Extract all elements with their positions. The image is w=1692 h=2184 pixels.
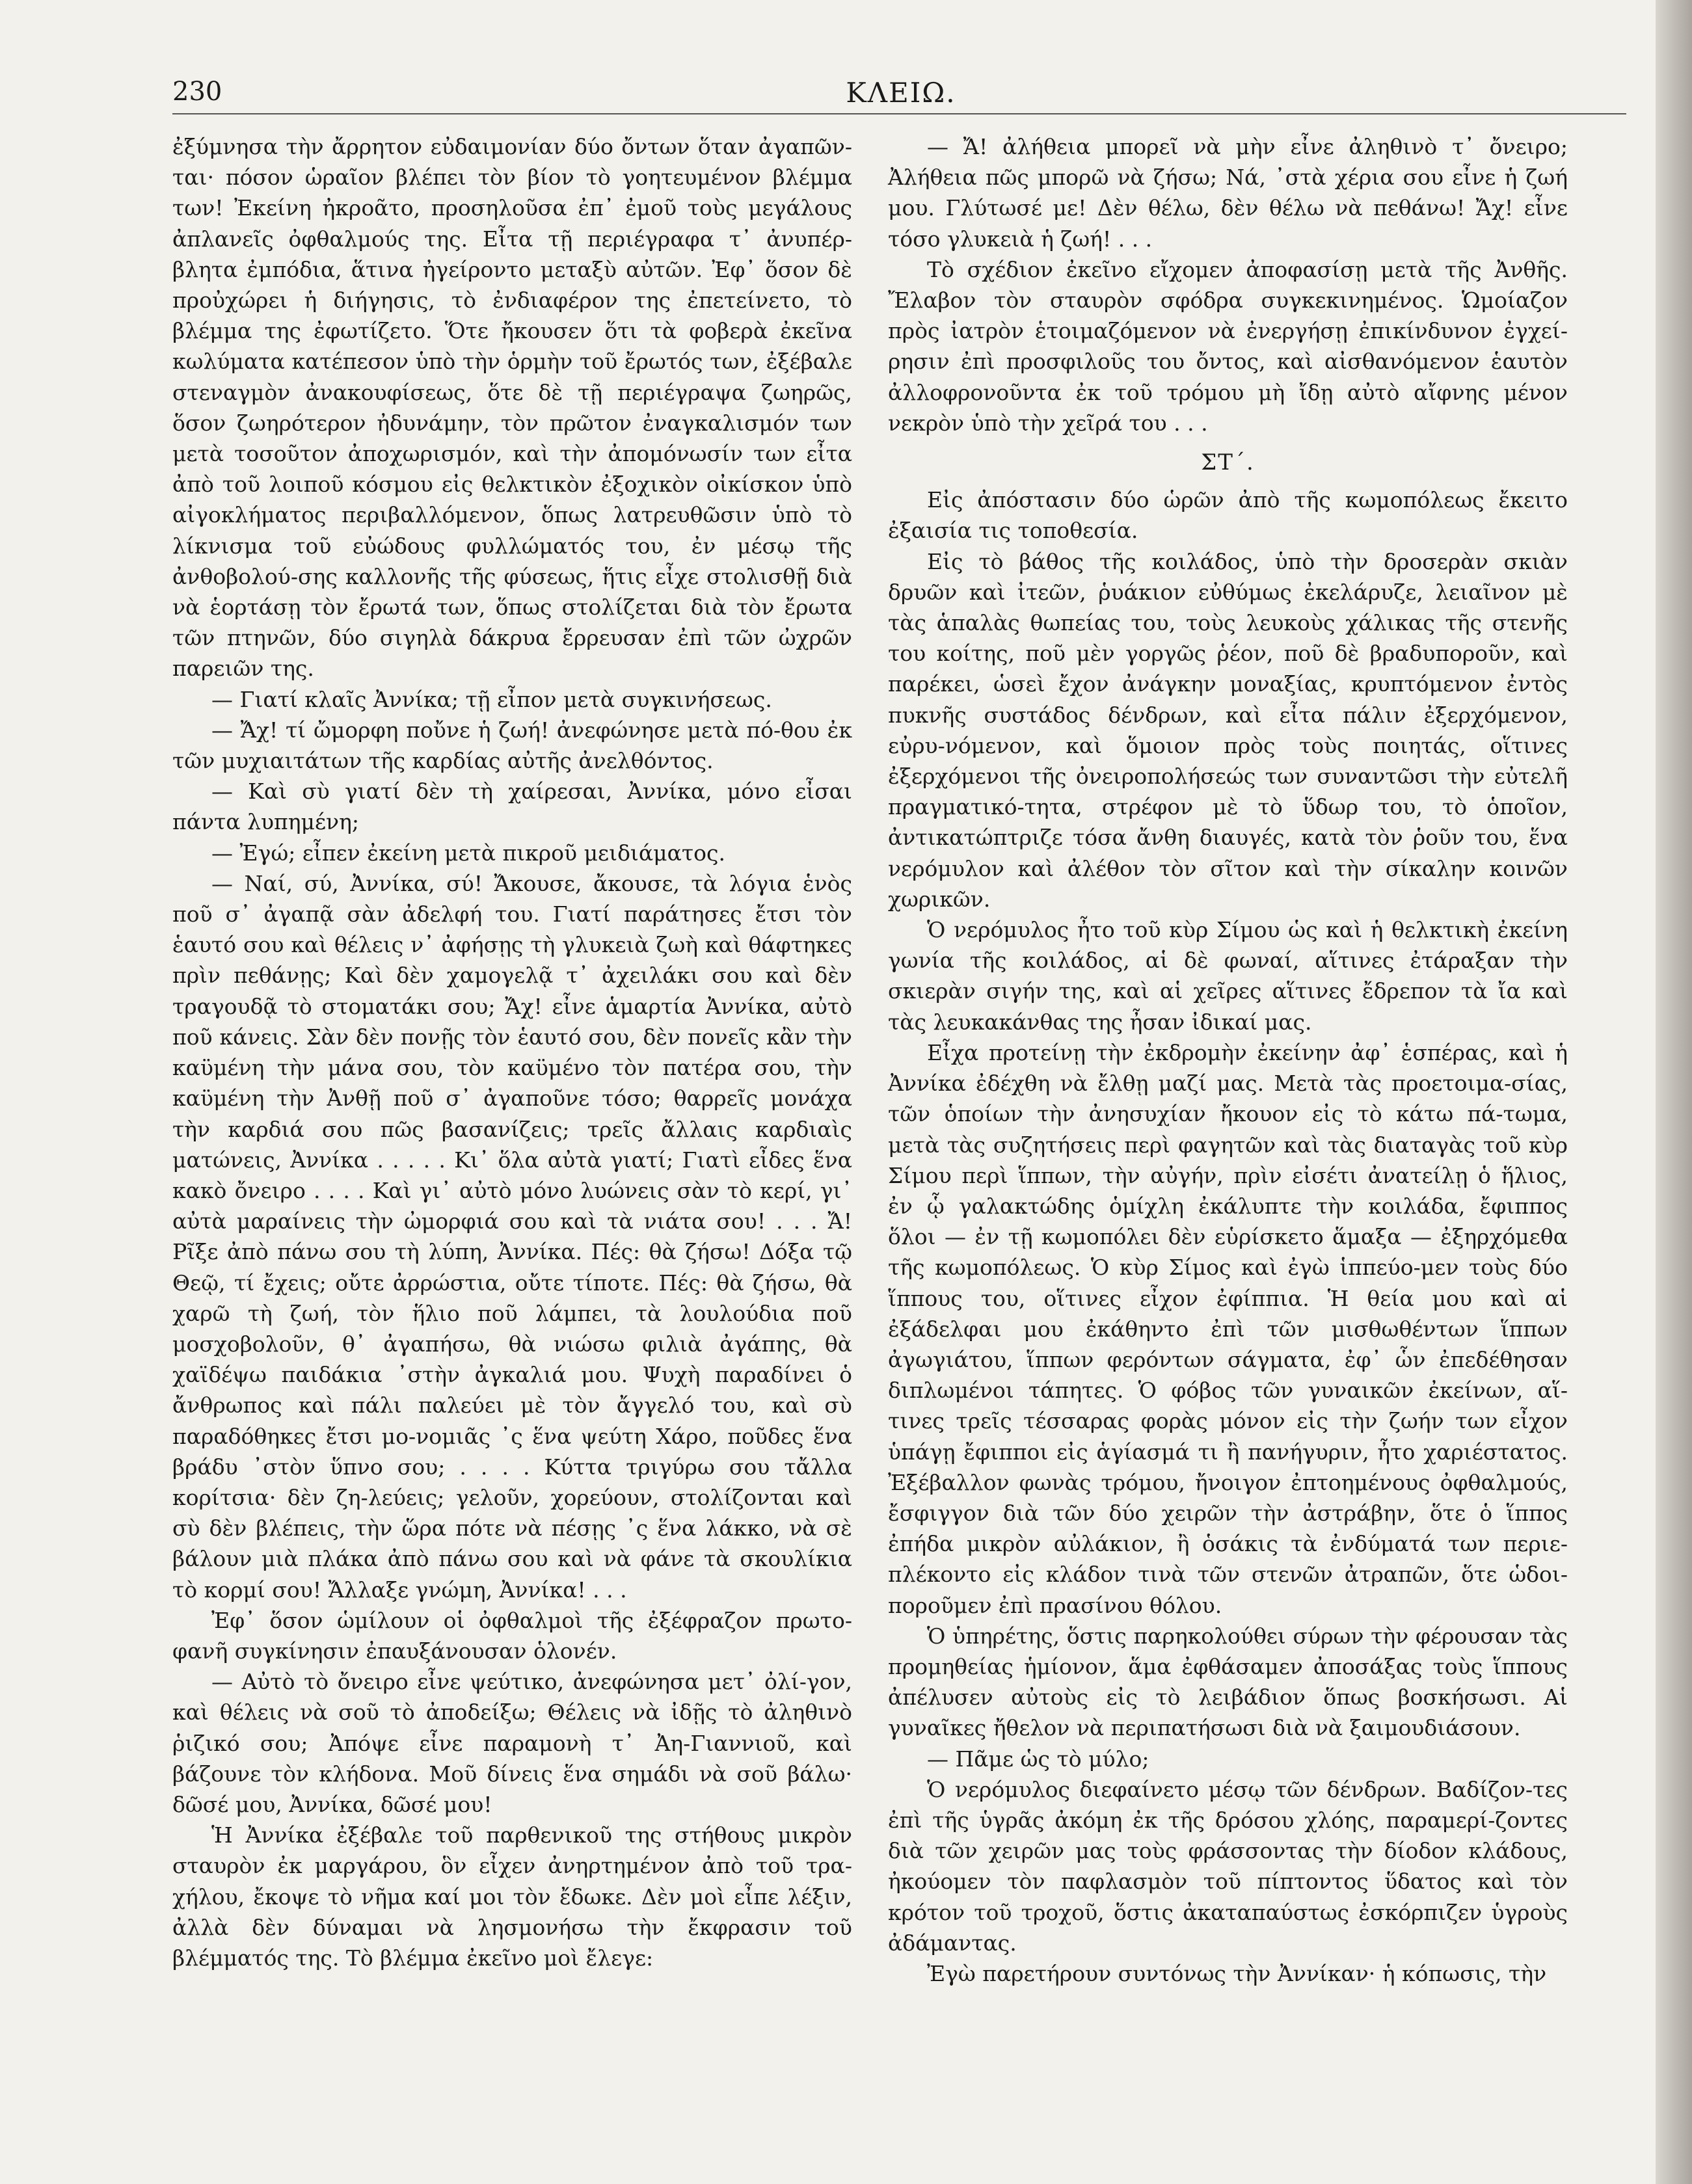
paragraph: Ὁ νερόμυλος διεφαίνετο μέσῳ τῶν δένδρων. Βαδίζον-τες ἐπὶ τῆς ὑγρᾶς ἀκόμη ἐκ τῆς δρόσου χλόης, παραμερί-ζοντες διὰ τῶν χειρῶν μας τοὺς φράσσοντας τὴν δίοδον κλάδους, ἠκούομεν τὸν παφλασμὸν τοῦ πίπτοντος ὕδατος καὶ τὸν κρότον τοῦ τροχοῦ, ὅστις ἀκαταπαύστως ἐσκόρπιζεν ὑγροὺς ἀδάμαντας.	[888, 1776, 1568, 1956]
paragraph: — Πᾶμε ὡς τὸ μύλο;	[927, 1746, 1149, 1772]
paragraph: ἐξύμνησα τὴν ἄρρητον εὐδαιμονίαν δύο ὄντων ὅταν ἀγαπῶν-ται· πόσον ὡραῖον βλέπει τὸν βίον τὸ γοητευμένον βλέμμα των! Ἐκείνη ἠκροᾶτο, προσηλοῦσα ἐπ᾿ ἐμοῦ τοὺς μεγάλους ἀπλανεῖς ὀφθαλμούς της. Εἶτα τῇ περιέγραφα τ᾿ ἀνυπέρ-βλητα ἐμπόδια, ἅτινα ἠγείροντο μεταξὺ αὐτῶν. Ἐφ᾿ ὅσον δὲ προὐχώρει ἡ διήγησις, τὸ ἐνδιαφέρον της ἐπετείνετο, τὸ βλέμμα της ἐφωτίζετο. Ὅτε ἤκουσεν ὅτι τὰ φοβερὰ ἐκεῖνα κωλύματα κατέπεσον ὑπὸ τὴν ὁρμὴν τοῦ ἔρωτός των, ἐξέβαλε στεναγμὸν ἀνακουφίσεως, ὅτε δὲ τῇ περιέγραψα ζωηρῶς, ὅσον ζωηρότερον ἠδυνάμην, τὸν πρῶτον ἐναγκαλισμόν των μετὰ τοσοῦτον ἀποχωρισμόν, καὶ τὴν ἀπομόνωσίν των εἶτα ἀπὸ τοῦ λοιποῦ κόσμου εἰς θελκτικὸν ἐξοχικὸν οἰκίσκον ὑπὸ αἰγοκλήματος περιβαλλόμενον, ὅπως λατρευθῶσιν ὑπὸ τὸ λίκνισμα τοῦ εὐώδους φυλλώματός του, ἐν μέσῳ τῆς ἀνθοβολού-σης καλλονῆς τῆς φύσεως, ἥτις εἶχε στολισθῇ διὰ νὰ ἑορτάσῃ τὸν ἔρωτά των, ὅπως στολίζεται διὰ τὸν ἔρωτα τῶν πτηνῶν, δύο σιγηλὰ δάκρυα ἔρρευσαν ἐπὶ τῶν ὠχρῶν παρειῶν της.	[172, 134, 852, 682]
paragraph: Ἐφ᾿ ὅσον ὡμίλουν οἱ ὀφθαλμοὶ τῆς ἐξέφραζον πρωτο-φανῆ συγκίνησιν ἐπαυξάνουσαν ὁλονέν.	[172, 1607, 852, 1664]
paragraph: — Ἐγώ; εἶπεν ἐκείνη μετὰ πικροῦ μειδιάματος.	[211, 840, 725, 866]
paragraph: Τὸ σχέδιον ἐκεῖνο εἴχομεν ἀποφασίσῃ μετὰ τῆς Ἀνθῆς. Ἔλαβον τὸν σταυρὸν σφόδρα συγκεκινημένος. Ὡμοίαζον πρὸς ἰατρὸν ἑτοιμαζόμενον νὰ ἐνεργήσῃ ἐπικίνδυνον ἐγχεί-ρησιν ἐπὶ προσφιλοῦς του ὄντος, καὶ αἰσθανόμενον ἑαυτὸν ἀλλοφρονοῦντα ἐκ τοῦ τρόμου μὴ ἴδῃ αὐτὸ αἴφνης μένον νεκρὸν ὑπὸ τὴν χεῖρά του . . .	[888, 256, 1568, 436]
left-column	[172, 131, 852, 1973]
paragraph: Ἡ Ἀννίκα ἐξέβαλε τοῦ παρθενικοῦ της στήθους μικρὸν σταυρὸν ἐκ μαργάρου, ὃν εἶχεν ἀνηρτημένον ἀπὸ τοῦ τρα-χήλου, ἔκοψε τὸ νῆμα καί μοι τὸν ἔδωκε. Δὲν μοὶ εἶπε λέξιν, ἀλλὰ δὲν δύναμαι νὰ λησμονήσω τὴν ἔκφρασιν τοῦ βλέμματός της. Τὸ βλέμμα ἐκεῖνο μοὶ ἔλεγε:	[172, 1822, 852, 1971]
paragraph: Εἶχα προτείνῃ τὴν ἐκδρομὴν ἐκείνην ἀφ᾿ ἑσπέρας, καὶ ἡ Ἀννίκα ἐδέχθη νὰ ἔλθῃ μαζί μας. Μετὰ τὰς προετοιμα-σίας, τῶν ὁποίων τὴν ἀνησυχίαν ἤκουον εἰς τὸ κάτω πά-τωμα, μετὰ τὰς συζητήσεις περὶ φαγητῶν καὶ τὰς διαταγὰς τοῦ κὺρ Σίμου περὶ ἵππων, τὴν αὐγήν, πρὶν εἰσέτι ἀνατείλῃ ὁ ἥλιος, ἐν ᾧ γαλακτώδης ὁμίχλη ἐκάλυπτε τὴν κοιλάδα, ἔφιππος ὅλοι — ἐν τῇ κωμοπόλει δὲν εὑρίσκετο ἅμαξα — ἐξηρχόμεθα τῆς κωμοπόλεως. Ὁ κὺρ Σίμος καὶ ἐγὼ ἱππεύο-μεν τοὺς δύο ἵππους του, οἵτινες εἶχον ἐφίππια. Ἡ θεία μου καὶ αἱ ἐξάδελφαι μου ἐκάθηντο ἐπὶ τῶν μισθωθέντων ἵππων ἀγωγιάτου, ἵππων φερόντων σάγματα, ἐφ᾿ ὧν ἐπεδέθησαν διπλωμένοι τάπητες. Ὁ φόβος τῶν γυναικῶν ἐκείνων, αἵ-τινες τρεῖς τέσσαρας φορὰς μόνον εἰς τὴν ζωήν των εἶχον ὑπάγῃ ἔφιπποι εἰς ἁγίασμά τι ἢ πανήγυριν, ἦτο χαριέστατος. Ἐξέβαλλον φωνὰς τρόμου, ἤνοιγον ἐπτοημένους ὀφθαλμούς, ἔσφιγγον διὰ τῶν δύο χειρῶν τὴν ἀστράβην, ὅτε ὁ ἵππος ἐπήδα μικρὸν αὐλάκιον, ἢ ὁσάκις τὰ ἐνδύματά των περιε-πλέκοντο εἰς κλάδον τινὰ τῶν στενῶν ἀτραπῶν, ὅτε ὡδοι-ποροῦμεν ἐπὶ πρασίνου θόλου.	[888, 1039, 1568, 1618]
paragraph: — Καὶ σὺ γιατί δὲν τὴ χαίρεσαι, Ἀννίκα, μόνο εἶσαι πάντα λυπημένη;	[172, 779, 852, 835]
right-column	[888, 131, 1568, 1989]
page-number: 230	[172, 77, 222, 107]
page-edge-shadow	[1656, 0, 1692, 2184]
paragraph: Ὁ ὑπηρέτης, ὅστις παρηκολούθει σύρων τὴν φέρουσαν τὰς προμηθείας ἡμίονον, ἅμα ἐφθάσαμεν ἀποσάξας τοὺς ἵππους ἀπέλυσεν αὐτοὺς εἰς τὸ λειβάδιον ὅπως βοσκήσωσι. Αἱ γυναῖκες ἤθελον νὰ περιπατήσωσι διὰ νὰ ξαιμουδιάσουν.	[888, 1623, 1568, 1741]
paragraph: — Ναί, σύ, Ἀννίκα, σύ! Ἄκουσε, ἄκουσε, τὰ λόγια ἑνὸς ποῦ σ᾿ ἀγαπᾷ σὰν ἀδελφή του. Γιατί παράτησες ἔτσι τὸν ἑαυτό σου καὶ θέλεις ν᾿ ἀφήσῃς τὴ γλυκειὰ ζωὴ καὶ θάφτηκες πρὶν πεθάνῃς; Καὶ δὲν χαμογελᾷ τ᾿ ἀχειλάκι σου καὶ δὲν τραγουδᾷ τὸ στοματάκι σου; Ἄχ! εἶνε ἁμαρτία Ἀννίκα, αὐτὸ ποῦ κάνεις. Σὰν δὲν πονῇς τὸν ἑαυτό σου, δὲν πονεῖς κἂν τὴν καϋμένη τὴν μάνα σου, τὸν καϋμένο τὸν πατέρα σου, τὴν καϋμένη τὴν Ἀνθῇ ποῦ σ᾿ ἀγαποῦνε τόσο; θαρρεῖς μονάχα τὴν καρδιά σου πῶς βασανίζεις; τρεῖς ἄλλαις καρδιαὶς ματώνεις, Ἀννίκα . . . . . Κι᾿ ὅλα αὐτὰ γιατί; Γιατὶ εἶδες ἕνα κακὸ ὄνειρο . . . . Καὶ γι᾿ αὐτὸ μόνο λυώνεις σὰν τὸ κερί, γι᾿ αὐτὰ μαραίνεις τὴν ὠμορφιά σου καὶ τὰ νιάτα σου! . . . Ἄ! Ρῖξε ἀπὸ πάνω σου τὴ λύπη, Ἀννίκα. Πές: θὰ ζήσω! Δόξα τῷ Θεῷ, τί ἔχεις; οὔτε ἀρρώστια, οὔτε τίποτε. Πές: θὰ ζήσω, θὰ χαρῶ τὴ ζωή, τὸν ἥλιο ποῦ λάμπει, τὰ λουλούδια ποῦ μοσχοβολοῦν, θ᾿ ἀγαπήσω, θὰ νιώσω φιλιὰ ἀγάπης, θὰ χαϊδέψω παιδάκια ᾿στὴν ἀγκαλιά μου. Ψυχὴ παραδίνει ὁ ἄνθρωπος καὶ πάλι παλεύει μὲ τὸν ἄγγελό του, καὶ σὺ παραδόθηκες ἔτσι μο-νομιᾶς ᾿ς ἕνα ψεύτη Χάρο, ποῦδες ἕνα βράδυ ᾿στὸν ὕπνο σου; . . . . Κύττα τριγύρω σου τἄλλα κορίτσια· δὲν ζη-λεύεις; γελοῦν, χορεύουν, στολίζονται καὶ σὺ δὲν βλέπεις, τὴν ὥρα πότε νὰ πέσῃς ᾿ς ἕνα λάκκο, νὰ σὲ βάλουν μιὰ πλάκα ἀπὸ πάνω σου καὶ νὰ φάνε τὰ σκουλίκια τὸ κορμί σου! Ἄλλαξε γνώμη, Ἀννίκα! . . .	[172, 870, 852, 1603]
paragraph: Ἐγὼ παρετήρουν συντόνως τὴν Ἀννίκαν· ἡ κόπωσις, τὴν	[927, 1960, 1547, 1986]
paragraph: — Ἄ! ἀλήθεια μπορεῖ νὰ μὴν εἶνε ἀληθινὸ τ᾿ ὄνειρο; Ἀλήθεια πῶς μπορῶ νὰ ζήσω; Νά, ᾿στὰ χέρια σου εἶνε ἡ ζωή μου. Γλύτωσέ με! Δὲν θέλω, δὲν θέλω νὰ πεθάνω! Ἄχ! εἶνε τόσο γλυκειὰ ἡ ζωή! . . .	[888, 134, 1568, 252]
paragraph: — Αὐτὸ τὸ ὄνειρο εἶνε ψεύτικο, ἀνεφώνησα μετ᾿ ὀλί-γον, καὶ θέλεις νὰ σοῦ τὸ ἀποδείξω; Θέλεις νὰ ἰδῇς τὸ ἀληθινὸ ῥιζικό σου; Ἀπόψε εἶνε παραμονὴ τ᾿ Ἀη-Γιαννιοῦ, καὶ βάζουνε τὸν κλήδονα. Μοῦ δίνεις ἕνα σημάδι νὰ σοῦ βάλω· δῶσέ μου, Ἀννίκα, δῶσέ μου!	[172, 1669, 852, 1817]
page-header	[172, 77, 1626, 116]
paragraph: — Γιατί κλαῖς Ἀννίκα; τῇ εἶπον μετὰ συγκινήσεως.	[211, 686, 772, 712]
section-heading: ΣΤ΄.	[1201, 449, 1255, 476]
header-rule	[172, 113, 1626, 114]
paragraph: Εἰς ἀπόστασιν δύο ὡρῶν ἀπὸ τῆς κωμοπόλεως ἔκειτο ἐξαισία τις τοποθεσία.	[888, 487, 1568, 544]
journal-title: ΚΛΕΙΩ.	[846, 77, 956, 109]
paragraph: Εἰς τὸ βάθος τῆς κοιλάδος, ὑπὸ τὴν δροσερὰν σκιὰν δρυῶν καὶ ἰτεῶν, ῥυάκιον εὐθύμως ἐκελάρυζε, λειαῖνον μὲ τὰς ἁπαλὰς θωπείας του, τοὺς λευκοὺς χάλικας τῆς στενῆς του κοίτης, ποῦ μὲν γοργῶς ῥέον, ποῦ δὲ βραδυποροῦν, καὶ παρέκει, ὡσεὶ ἔχον ἀνάγκην μοναξίας, κρυπτόμενον ἐντὸς πυκνῆς συστάδος δένδρων, καὶ εἶτα πάλιν ἐξερχόμενον, εὐρυ-νόμενον, καὶ ὅμοιον πρὸς τοὺς ποιητάς, οἵτινες ἐξερχόμενοι τῆς ὀνειροπολήσεώς των συναντῶσι τὴν εὐτελῆ πραγματικό-τητα, στρέφον μὲ τὸ ὕδωρ του, τὸ ὁποῖον, ἀντικατώπτριζε τόσα ἄνθη διαυγές, κατὰ τὸν ῥοῦν του, ἕνα νερόμυλον καὶ ἀλέθον τὸν σῖτον καὶ τὴν σίκαλην κοινῶν χωρικῶν.	[888, 548, 1568, 912]
paragraph: Ὁ νερόμυλος ἦτο τοῦ κὺρ Σίμου ὡς καὶ ἡ θελκτικὴ ἐκείνη γωνία τῆς κοιλάδος, αἱ δὲ φωναί, αἵτινες ἐτάραξαν τὴν σκιερὰν σιγήν της, καὶ αἱ χεῖρες αἵτινες ἔδρεπον τὰ ἴα καὶ τὰς λευκακάνθας της ἦσαν ἰδικαί μας.	[888, 917, 1568, 1035]
paragraph: — Ἄχ! τί ὤμορφη ποὔνε ἡ ζωή! ἀνεφώνησε μετὰ πό-θου ἐκ τῶν μυχιαιτάτων τῆς καρδίας αὐτῆς ἀνελθόντος.	[172, 717, 852, 774]
